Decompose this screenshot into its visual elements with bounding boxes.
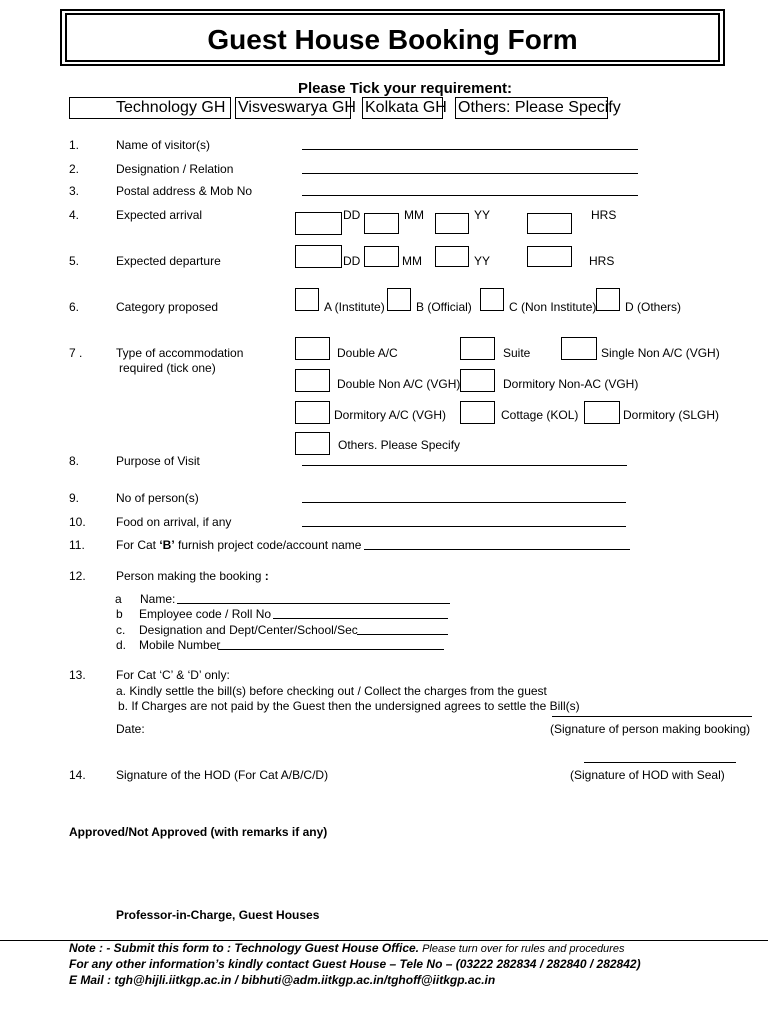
double-non-ac-label: Double Non A/C (VGH) bbox=[337, 377, 461, 391]
label-persons: No of person(s) bbox=[116, 491, 199, 505]
label-person-booking bbox=[116, 569, 269, 583]
booker-key-b: b bbox=[116, 607, 123, 621]
item-number: 2. bbox=[69, 162, 80, 176]
item-number: 4. bbox=[69, 208, 80, 222]
departure-yy-box[interactable] bbox=[435, 246, 469, 267]
dorm-slgh-label: Dormitory (SLGH) bbox=[623, 408, 720, 422]
hrs-label: HRS bbox=[591, 208, 617, 222]
item-number: 13. bbox=[69, 668, 86, 682]
item-number: 9. bbox=[69, 491, 80, 505]
booker-signature-label: (Signature of person making booking) bbox=[550, 722, 751, 736]
suite-label: Suite bbox=[503, 346, 531, 360]
dorm-ac-label: Dormitory A/C (VGH) bbox=[334, 408, 447, 422]
footer-note bbox=[69, 941, 624, 955]
item-number: 6. bbox=[69, 300, 80, 314]
form-title: Guest House Booking Form bbox=[207, 24, 578, 55]
checkbox-dorm-ac[interactable] bbox=[295, 401, 330, 424]
checkbox-category-a[interactable] bbox=[295, 288, 319, 311]
item-number: 8. bbox=[69, 454, 80, 468]
label-category: Category proposed bbox=[116, 300, 219, 314]
item-number: 14. bbox=[69, 768, 86, 782]
label-text: furnish project code/account name bbox=[174, 538, 362, 552]
mm-label: MM bbox=[404, 208, 424, 222]
hod-signature-line[interactable] bbox=[584, 762, 736, 763]
item-number: 10. bbox=[69, 515, 86, 529]
professor-in-charge: Professor-in-Charge, Guest Houses bbox=[116, 908, 320, 922]
footer-note-lead: Note : - Submit this form to : Technology Guest House Office. bbox=[69, 941, 420, 955]
field-designation[interactable] bbox=[302, 173, 638, 174]
label-hod-signature: Signature of the HOD (For Cat A/B/C/D) bbox=[116, 768, 329, 782]
label-visitor-name: Name of visitor(s) bbox=[116, 138, 211, 152]
category-d-label: D (Others) bbox=[625, 300, 682, 314]
checkbox-category-b[interactable] bbox=[387, 288, 411, 311]
checkbox-suite[interactable] bbox=[460, 337, 495, 360]
booker-designation-label: Designation and Dept/Center/School/Sec bbox=[139, 623, 358, 637]
booker-mobile-label: Mobile Number bbox=[139, 638, 221, 652]
hod-signature-label: (Signature of HOD with Seal) bbox=[570, 768, 725, 782]
item-number: 3. bbox=[69, 184, 80, 198]
field-food[interactable] bbox=[302, 526, 626, 527]
cat-cd-line-b: b. If Charges are not paid by the Guest then the undersigned agrees to settle the Bill(s) bbox=[118, 699, 580, 713]
footer-email: E Mail : tgh@hijli.iitkgp.ac.in / bibhuti@adm.iitkgp.ac.in/tghoff@iitkgp.ac.in bbox=[69, 973, 496, 987]
option-kolkata-gh[interactable]: Kolkata GH bbox=[362, 97, 443, 119]
departure-dd-box[interactable] bbox=[295, 245, 342, 268]
yy-label: YY bbox=[474, 254, 491, 268]
item-number: 12. bbox=[69, 569, 86, 583]
option-technology-gh[interactable]: Technology GH bbox=[69, 97, 231, 119]
yy-label: YY bbox=[474, 208, 491, 222]
checkbox-category-d[interactable] bbox=[596, 288, 620, 311]
booker-signature-line[interactable] bbox=[552, 716, 752, 717]
approval-heading: Approved/Not Approved (with remarks if any) bbox=[69, 825, 328, 839]
arrival-hrs-box[interactable] bbox=[527, 213, 572, 234]
label-accommodation-note: required (tick one) bbox=[119, 361, 216, 375]
footer-contact: For any other information’s kindly contact Guest House – Tele No – (03222 282834 / 282840 / 282842) bbox=[69, 957, 641, 971]
booker-key-c: c. bbox=[116, 623, 126, 637]
checkbox-cottage[interactable] bbox=[460, 401, 495, 424]
label-postal-address: Postal address & Mob No bbox=[116, 184, 253, 198]
field-employee-code[interactable] bbox=[273, 618, 448, 619]
checkbox-others[interactable] bbox=[295, 432, 330, 455]
arrival-dd-box[interactable] bbox=[295, 212, 342, 235]
booker-employee-code-label: Employee code / Roll No bbox=[139, 607, 272, 621]
label-expected-departure: Expected departure bbox=[116, 254, 221, 268]
hrs-label: HRS bbox=[589, 254, 615, 268]
item-number: 7 . bbox=[69, 346, 83, 360]
checkbox-dorm-slgh[interactable] bbox=[584, 401, 620, 424]
label-category-b: ‘B’ bbox=[159, 538, 175, 552]
tick-prompt: Please Tick your requirement: bbox=[298, 80, 512, 97]
cat-cd-line-a: a. Kindly settle the bill(s) before checking out / Collect the charges from the guest bbox=[116, 684, 547, 698]
field-booker-designation[interactable] bbox=[357, 634, 448, 635]
departure-hrs-box[interactable] bbox=[527, 246, 572, 267]
booker-key-a: a bbox=[115, 592, 122, 606]
date-label: Date: bbox=[116, 722, 145, 736]
field-project-code[interactable] bbox=[364, 549, 630, 550]
field-booker-mobile[interactable] bbox=[218, 649, 444, 650]
double-ac-label: Double A/C bbox=[337, 346, 398, 360]
mm-label: MM bbox=[402, 254, 422, 268]
departure-mm-box[interactable] bbox=[364, 246, 399, 267]
single-non-ac-label: Single Non A/C (VGH) bbox=[601, 346, 720, 360]
label-text: Person making the booking bbox=[116, 569, 262, 583]
field-purpose[interactable] bbox=[302, 465, 627, 466]
checkbox-category-c[interactable] bbox=[480, 288, 504, 311]
label-text: For Cat bbox=[116, 538, 160, 552]
item-number: 1. bbox=[69, 138, 80, 152]
footer-note-tail: Please turn over for rules and procedures bbox=[419, 943, 625, 955]
booker-name-label: Name: bbox=[140, 592, 176, 606]
label-project-code bbox=[116, 538, 361, 552]
item-number: 11. bbox=[69, 538, 85, 552]
checkbox-double-ac[interactable] bbox=[295, 337, 330, 360]
booker-key-d: d. bbox=[116, 638, 127, 652]
label-accommodation: Type of accommodation bbox=[116, 346, 244, 360]
dd-label: DD bbox=[343, 208, 361, 222]
label-expected-arrival: Expected arrival bbox=[116, 208, 203, 222]
option-visveswarya-gh[interactable]: Visveswarya GH bbox=[235, 97, 351, 119]
option-others-specify[interactable]: Others: Please Specify bbox=[455, 97, 608, 119]
category-b-label: B (Official) bbox=[416, 300, 472, 314]
cottage-label: Cottage (KOL) bbox=[501, 408, 579, 422]
field-persons[interactable] bbox=[302, 502, 626, 503]
item-number: 5. bbox=[69, 254, 80, 268]
checkbox-double-non-ac[interactable] bbox=[295, 369, 330, 392]
checkbox-single-non-ac[interactable] bbox=[561, 337, 597, 360]
field-booker-name[interactable] bbox=[177, 603, 450, 604]
field-postal-address[interactable] bbox=[302, 195, 638, 196]
category-a-label: A (Institute) bbox=[324, 300, 385, 314]
label-cat-cd: For Cat ‘C’ & ‘D’ only: bbox=[116, 668, 230, 682]
label-colon: : bbox=[264, 569, 269, 583]
checkbox-dorm-non-ac[interactable] bbox=[460, 369, 495, 392]
dorm-non-ac-label: Dormitory Non-AC (VGH) bbox=[503, 377, 639, 391]
arrival-mm-box[interactable] bbox=[364, 213, 399, 234]
label-purpose: Purpose of Visit bbox=[116, 454, 200, 468]
dd-label: DD bbox=[343, 254, 361, 268]
field-visitor-name[interactable] bbox=[302, 149, 638, 150]
arrival-yy-box[interactable] bbox=[435, 213, 469, 234]
label-designation: Designation / Relation bbox=[116, 162, 234, 176]
label-food: Food on arrival, if any bbox=[116, 515, 232, 529]
category-c-label: C (Non Institute) bbox=[509, 300, 597, 314]
others-label: Others. Please Specify bbox=[338, 438, 461, 452]
